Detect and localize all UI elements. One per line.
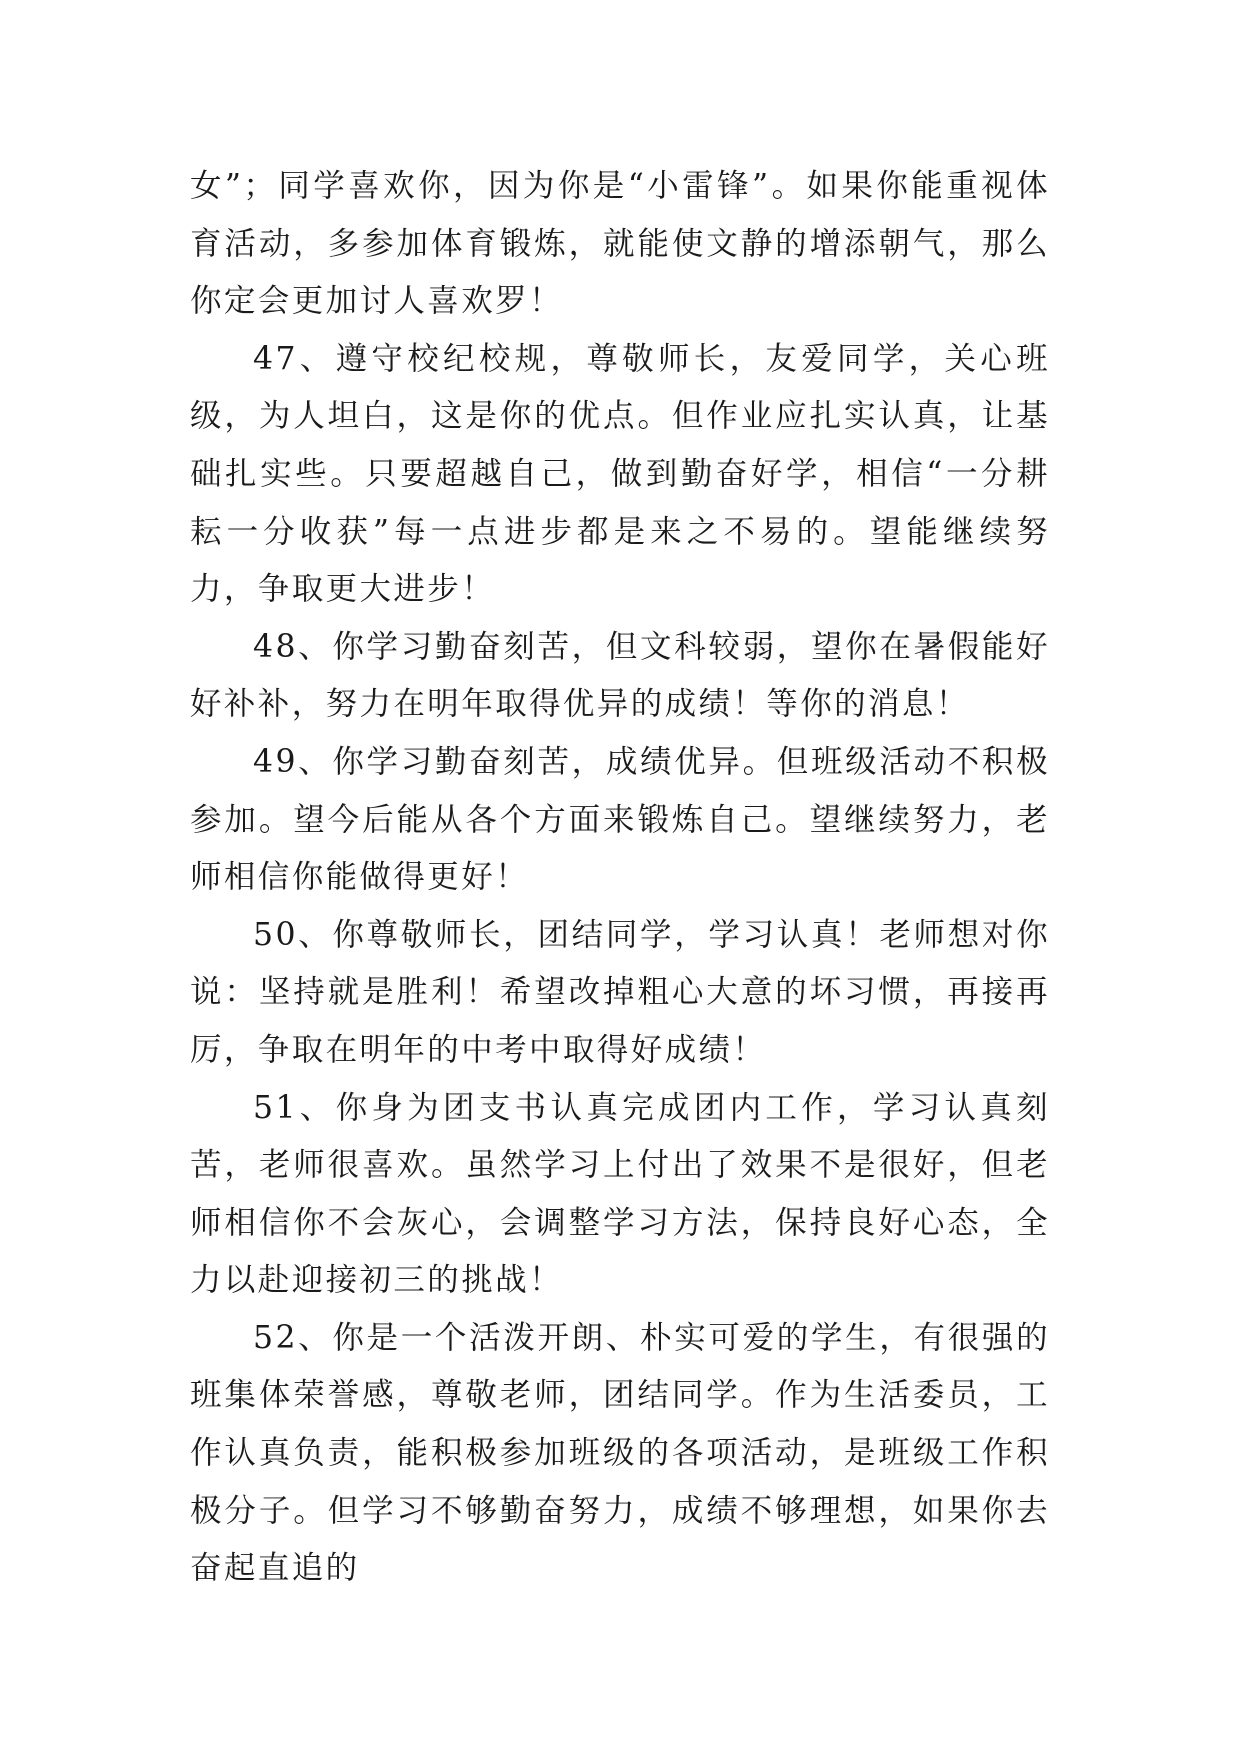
paragraph-50: 50、你尊敬师长，团结同学，学习认真！老师想对你说：坚持就是胜利！希望改掉粗心大意的坏习惯，再接再厉，争取在明年的中考中取得好成绩！: [190, 916, 1050, 1068]
document-body: [190, 158, 1050, 1598]
paragraph-51: 51、你身为团支书认真完成团内工作，学习认真刻苦，老师很喜欢。虽然学习上付出了效果不是很好，但老师相信你不会灰心，会调整学习方法，保持良好心态，全力以赴迎接初三的挑战！: [190, 1089, 1050, 1299]
paragraph-continued: 女”；同学喜欢你，因为你是“小雷锋”。如果你能重视体育活动，多参加体育锻炼，就能使文静的增添朝气，那么你定会更加讨人喜欢罗！: [190, 168, 1050, 320]
paragraph-52: 52、你是一个活泼开朗、朴实可爱的学生，有很强的班集体荣誉感，尊敬老师，团结同学。作为生活委员，工作认真负责，能积极参加班级的各项活动，是班级工作积极分子。但学习不够勤奋努力，成绩不够理想，如果你去奋起直追的: [190, 1319, 1050, 1587]
paragraph-47: 47、遵守校纪校规，尊敬师长，友爱同学，关心班级，为人坦白，这是你的优点。但作业应扎实认真，让基础扎实些。只要超越自己，做到勤奋好学，相信“一分耕耘一分收获”每一点进步都是来之不易的。望能继续努力，争取更大进步！: [190, 340, 1050, 608]
paragraph-49: 49、你学习勤奋刻苦，成绩优异。但班级活动不积极参加。望今后能从各个方面来锻炼自己。望继续努力，老师相信你能做得更好！: [190, 743, 1050, 896]
paragraph-48: 48、你学习勤奋刻苦，但文科较弱，望你在暑假能好好补补，努力在明年取得优异的成绩！等你的消息！: [190, 628, 1050, 723]
